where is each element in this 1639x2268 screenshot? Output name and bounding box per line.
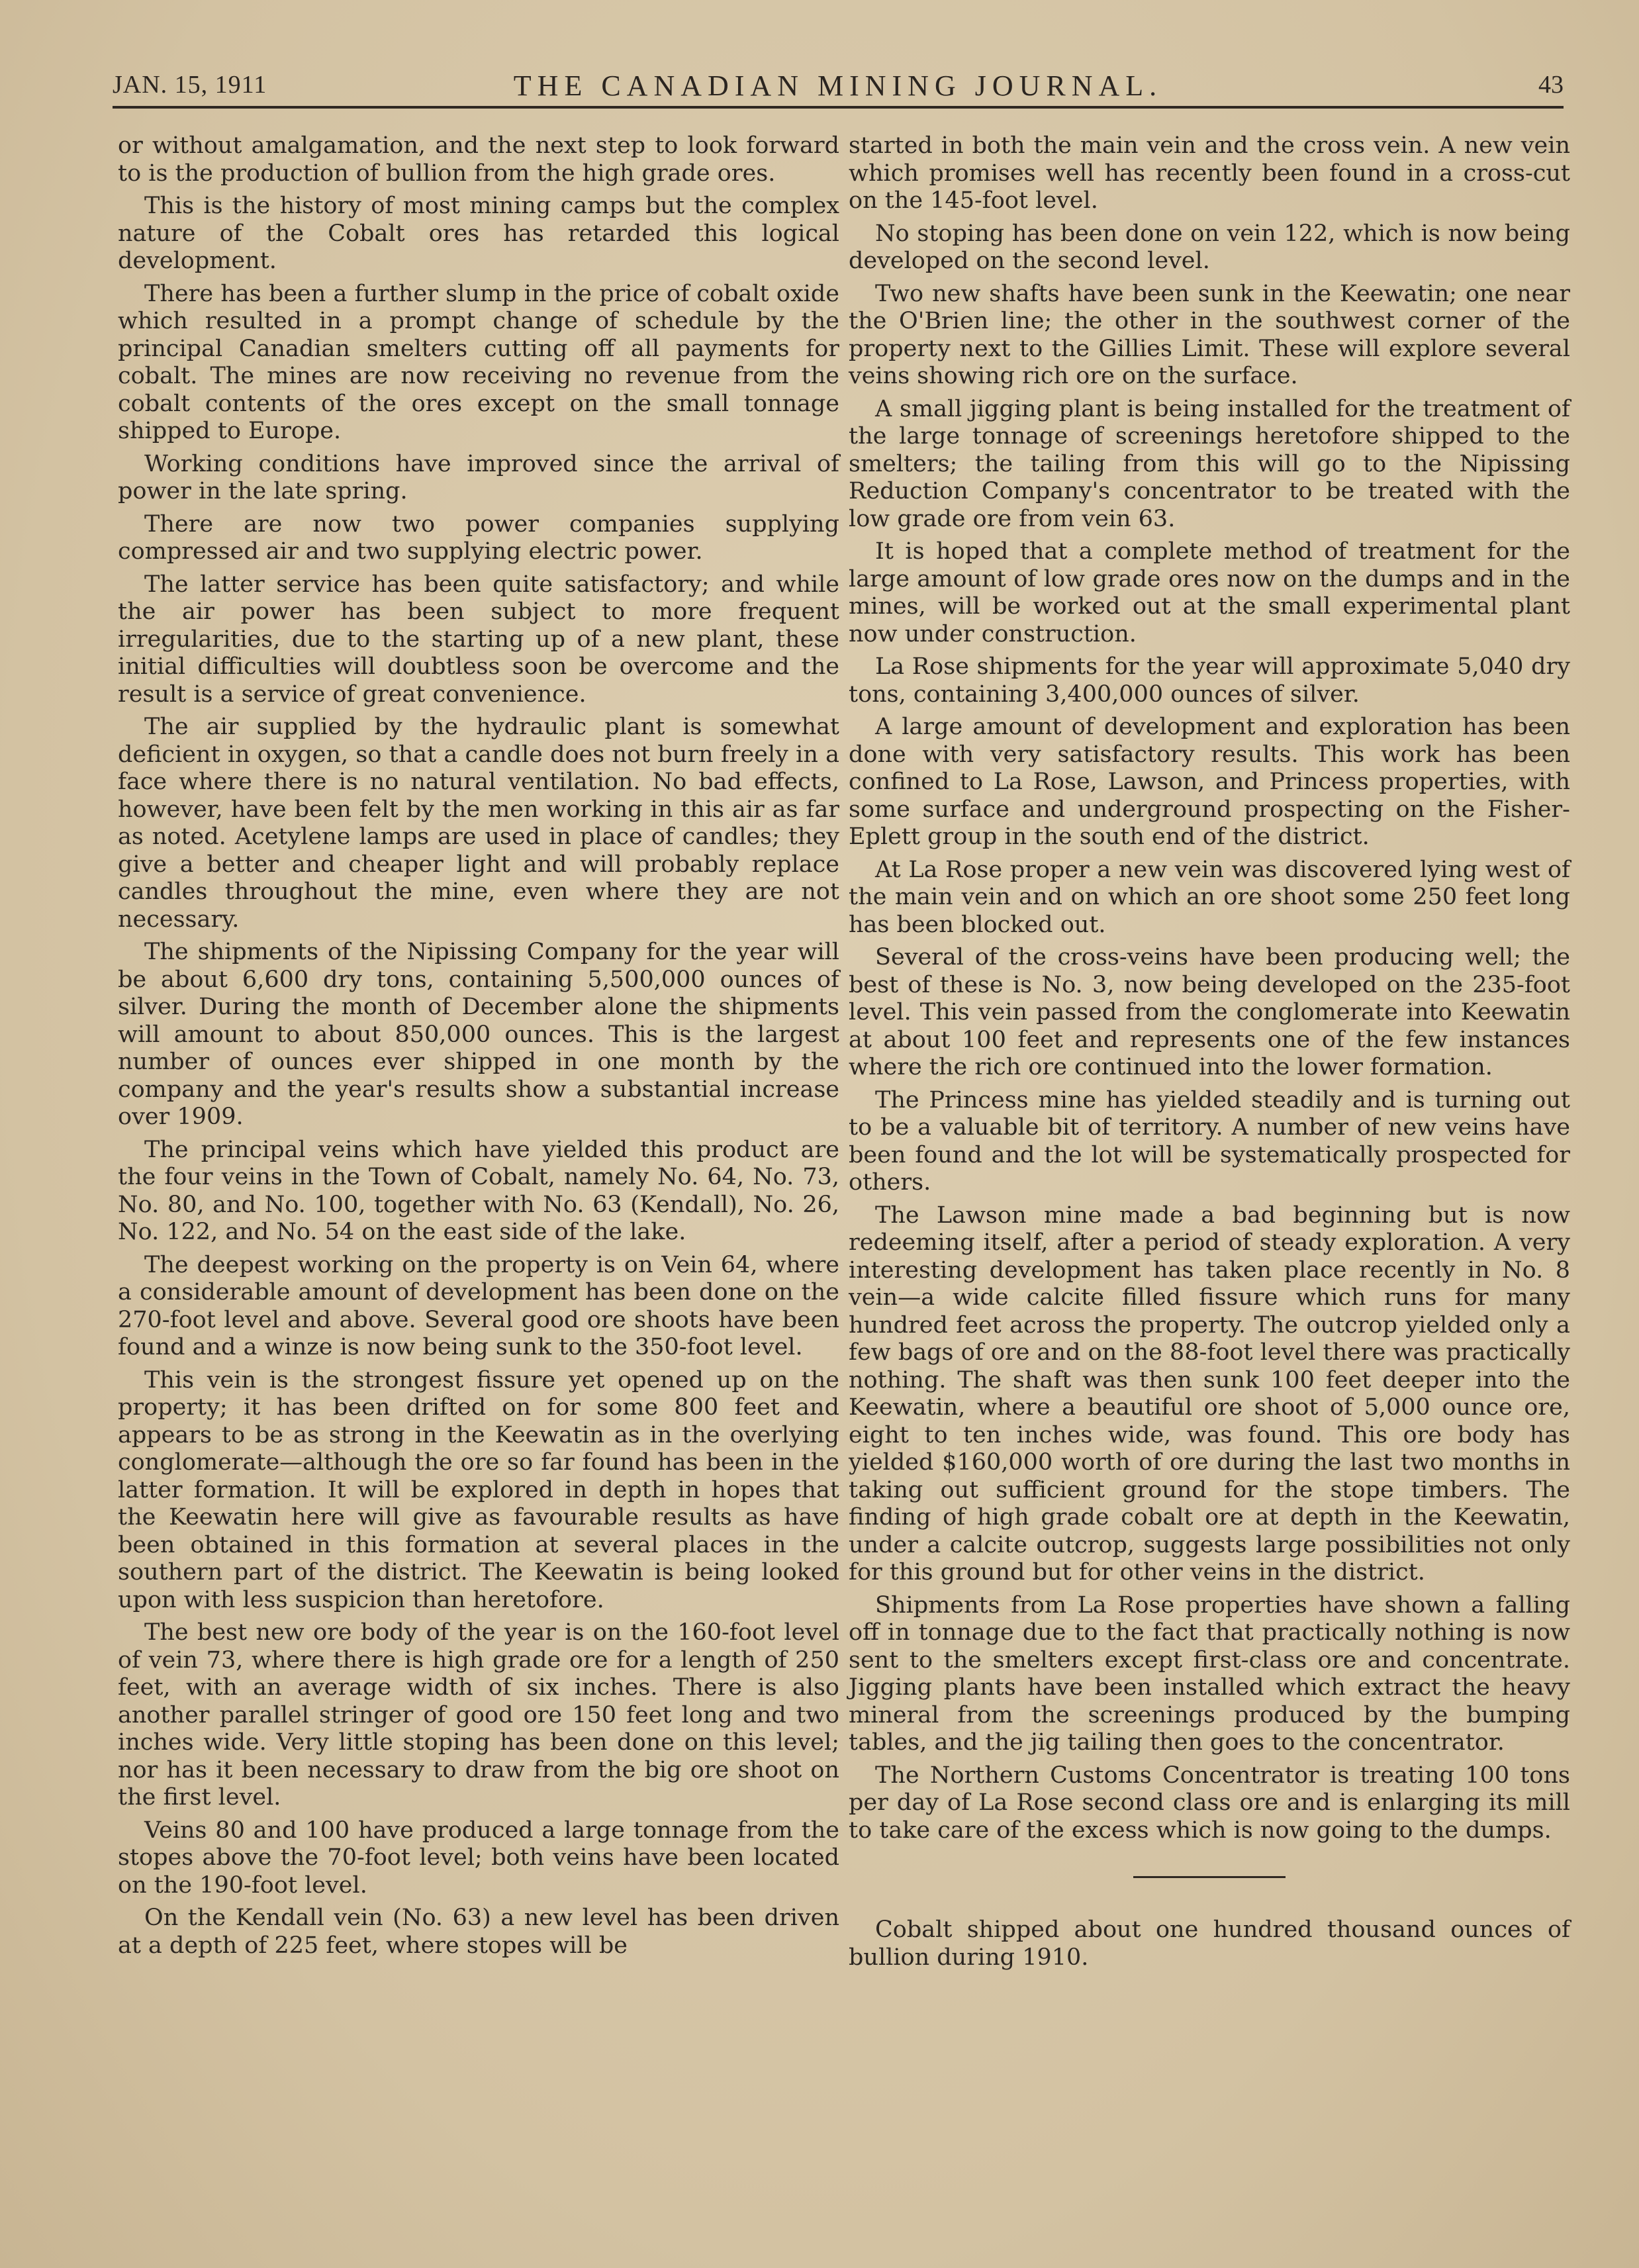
- issue-date: JAN. 15, 1911: [113, 71, 267, 99]
- paragraph: The principal veins which have yielded this product are the four veins in the Town of Cobalt, namely No. 64, No. 73, No. 80, and No. 100, together with No. 63 (Kendall), No. 26, No. 122, and No. 54 on the east side of the lake.: [118, 1136, 839, 1245]
- paragraph: Shipments from La Rose properties have shown a falling off in tonnage due to the fact that practically nothing is now sent to the smelters except first-class ore and concentrate. Jigging plants have been installed which extract the heavy mineral from the screenings produced by the bumping tables, and the jig tailing then goes to the concentrator.: [849, 1591, 1570, 1756]
- paragraph: On the Kendall vein (No. 63) a new level has been driven at a depth of 225 feet, where stopes will be: [118, 1905, 839, 1959]
- paragraph: This is the history of most mining camps but the complex nature of the Cobalt ores has retarded this logical development.: [118, 193, 839, 274]
- paragraph: A small jigging plant is being installed for the treatment of the large tonnage of screenings heretofore shipped to the smelters; the tailing from this will go to the Nipissing Reduction Company's concentrator to be treated with the low grade ore from vein 63.: [849, 395, 1570, 532]
- header-rule: [113, 106, 1564, 109]
- paragraph: There are now two power companies supplying compressed air and two supplying electric power.: [118, 510, 839, 565]
- paragraph: The shipments of the Nipissing Company for the year will be about 6,600 dry tons, containing 5,500,000 ounces of silver. During the month of December alone the shipments will amount to about 850,000 ounces. This is the largest number of ounces ever shipped in one month by the company and the year's results show a substantial increase over 1909.: [118, 939, 839, 1130]
- paragraph: The latter service has been quite satisfactory; and while the air power has been subject to more frequent irregularities, due to the starting up of a new plant, these initial difficulties will doubtless soon be overcome and the result is a service of great convenience.: [118, 571, 839, 708]
- paragraph: started in both the main vein and the cross vein. A new vein which promises well has recently been found in a cross-cut on the 145-foot level.: [849, 132, 1570, 214]
- closing-note: Cobalt shipped about one hundred thousand ounces of bullion during 1910.: [849, 1916, 1570, 1971]
- journal-title: THE CANADIAN MINING JOURNAL.: [513, 70, 1163, 102]
- paragraph: There has been a further slump in the price of cobalt oxide which resulted in a prompt change of schedule by the principal Canadian smelters cutting off all payments for cobalt. The mines are now receiving no revenue from the cobalt contents of the ores except on the small tonnage shipped to Europe.: [118, 280, 839, 444]
- paragraph: The Princess mine has yielded steadily and is turning out to be a valuable bit of territory. A number of new veins have been found and the lot will be systematically prospected for others.: [849, 1086, 1570, 1196]
- paragraph: This vein is the strongest fissure yet opened up on the property; it has been drifted on for some 800 feet and appears to be as strong in the Keewatin as in the overlying conglomerate—although the ore so far found has been in the latter formation. It will be explored in depth in hopes that the Keewatin here will give as favourable results as have been obtained in this formation at several places in the southern part of the district. The Keewatin is being looked upon with less suspicion than heretofore.: [118, 1366, 839, 1613]
- paragraph: Two new shafts have been sunk in the Keewatin; one near the O'Brien line; the other in the southwest corner of the property next to the Gillies Limit. These will explore several veins showing rich ore on the surface.: [849, 280, 1570, 389]
- paragraph: The Lawson mine made a bad beginning but is now redeeming itself, after a period of steady exploration. A very interesting development has taken place recently in No. 8 vein—a wide calcite filled fissure which runs for many hundred feet across the property. The outcrop yielded only a few bags of ore and on the 88-foot level there was practically nothing. The shaft was then sunk 100 feet deeper into the Keewatin, where a beautiful ore shoot of 5,000 ounce ore, eight to ten inches wide, was found. This ore body has yielded $160,000 worth of ore during the last two months in taking out sufficient ground for the stope timbers. The finding of high grade cobalt ore at depth in the Keewatin, under a calcite outcrop, suggests large possibilities not only for this ground but for other veins in the district.: [849, 1202, 1570, 1585]
- section-divider: [1133, 1876, 1286, 1878]
- paragraph: Several of the cross-veins have been producing well; the best of these is No. 3, now being developed on the 235-foot level. This vein passed from the conglomerate into Keewatin at about 100 feet and represents one of the few instances where the rich ore continued into the lower formation.: [849, 944, 1570, 1080]
- right-column: [849, 132, 1570, 1977]
- paragraph: No stoping has been done on vein 122, which is now being developed on the second level.: [849, 220, 1570, 274]
- paragraph: The best new ore body of the year is on the 160-foot level of vein 73, where there is high grade ore for a length of 250 feet, with an average width of six inches. There is also another parallel stringer of good ore 150 feet long and two inches wide. Very little stoping has been done on this level; nor has it been necessary to draw from the big ore shoot on the first level.: [118, 1619, 839, 1811]
- paragraph: The Northern Customs Concentrator is treating 100 tons per day of La Rose second class ore and is enlarging its mill to take care of the excess which is now going to the dumps.: [849, 1762, 1570, 1844]
- paragraph: It is hoped that a complete method of treatment for the large amount of low grade ores now on the dumps and in the mines, will be worked out at the small experimental plant now under construction.: [849, 538, 1570, 647]
- left-column: [118, 132, 839, 1965]
- paragraph: A large amount of development and exploration has been done with very satisfactory results. This work has been confined to La Rose, Lawson, and Princess properties, with some surface and underground prospecting on the Fisher-Eplett group in the south end of the district.: [849, 714, 1570, 850]
- page-header: [113, 66, 1564, 106]
- page-number: 43: [1538, 71, 1564, 99]
- paragraph: La Rose shipments for the year will approximate 5,040 dry tons, containing 3,400,000 ounces of silver.: [849, 653, 1570, 708]
- paragraph: or without amalgamation, and the next step to look forward to is the production of bullion from the high grade ores.: [118, 132, 839, 187]
- paragraph: At La Rose proper a new vein was discovered lying west of the main vein and on which an ore shoot some 250 feet long has been blocked out.: [849, 856, 1570, 938]
- paragraph: The air supplied by the hydraulic plant is somewhat deficient in oxygen, so that a candle does not burn freely in a face where there is no natural ventilation. No bad effects, however, have been felt by the men working in this air as far as noted. Acetylene lamps are used in place of candles; they give a better and cheaper light and will probably replace candles throughout the mine, even where they are not necessary.: [118, 714, 839, 933]
- paragraph: Working conditions have improved since the arrival of power in the late spring.: [118, 450, 839, 504]
- paragraph: Veins 80 and 100 have produced a large tonnage from the stopes above the 70-foot level; both veins have been located on the 190-foot level.: [118, 1817, 839, 1899]
- paragraph: The deepest working on the property is on Vein 64, where a considerable amount of development has been done on the 270-foot level and above. Several good ore shoots have been found and a winze is now being sunk to the 350-foot level.: [118, 1251, 839, 1360]
